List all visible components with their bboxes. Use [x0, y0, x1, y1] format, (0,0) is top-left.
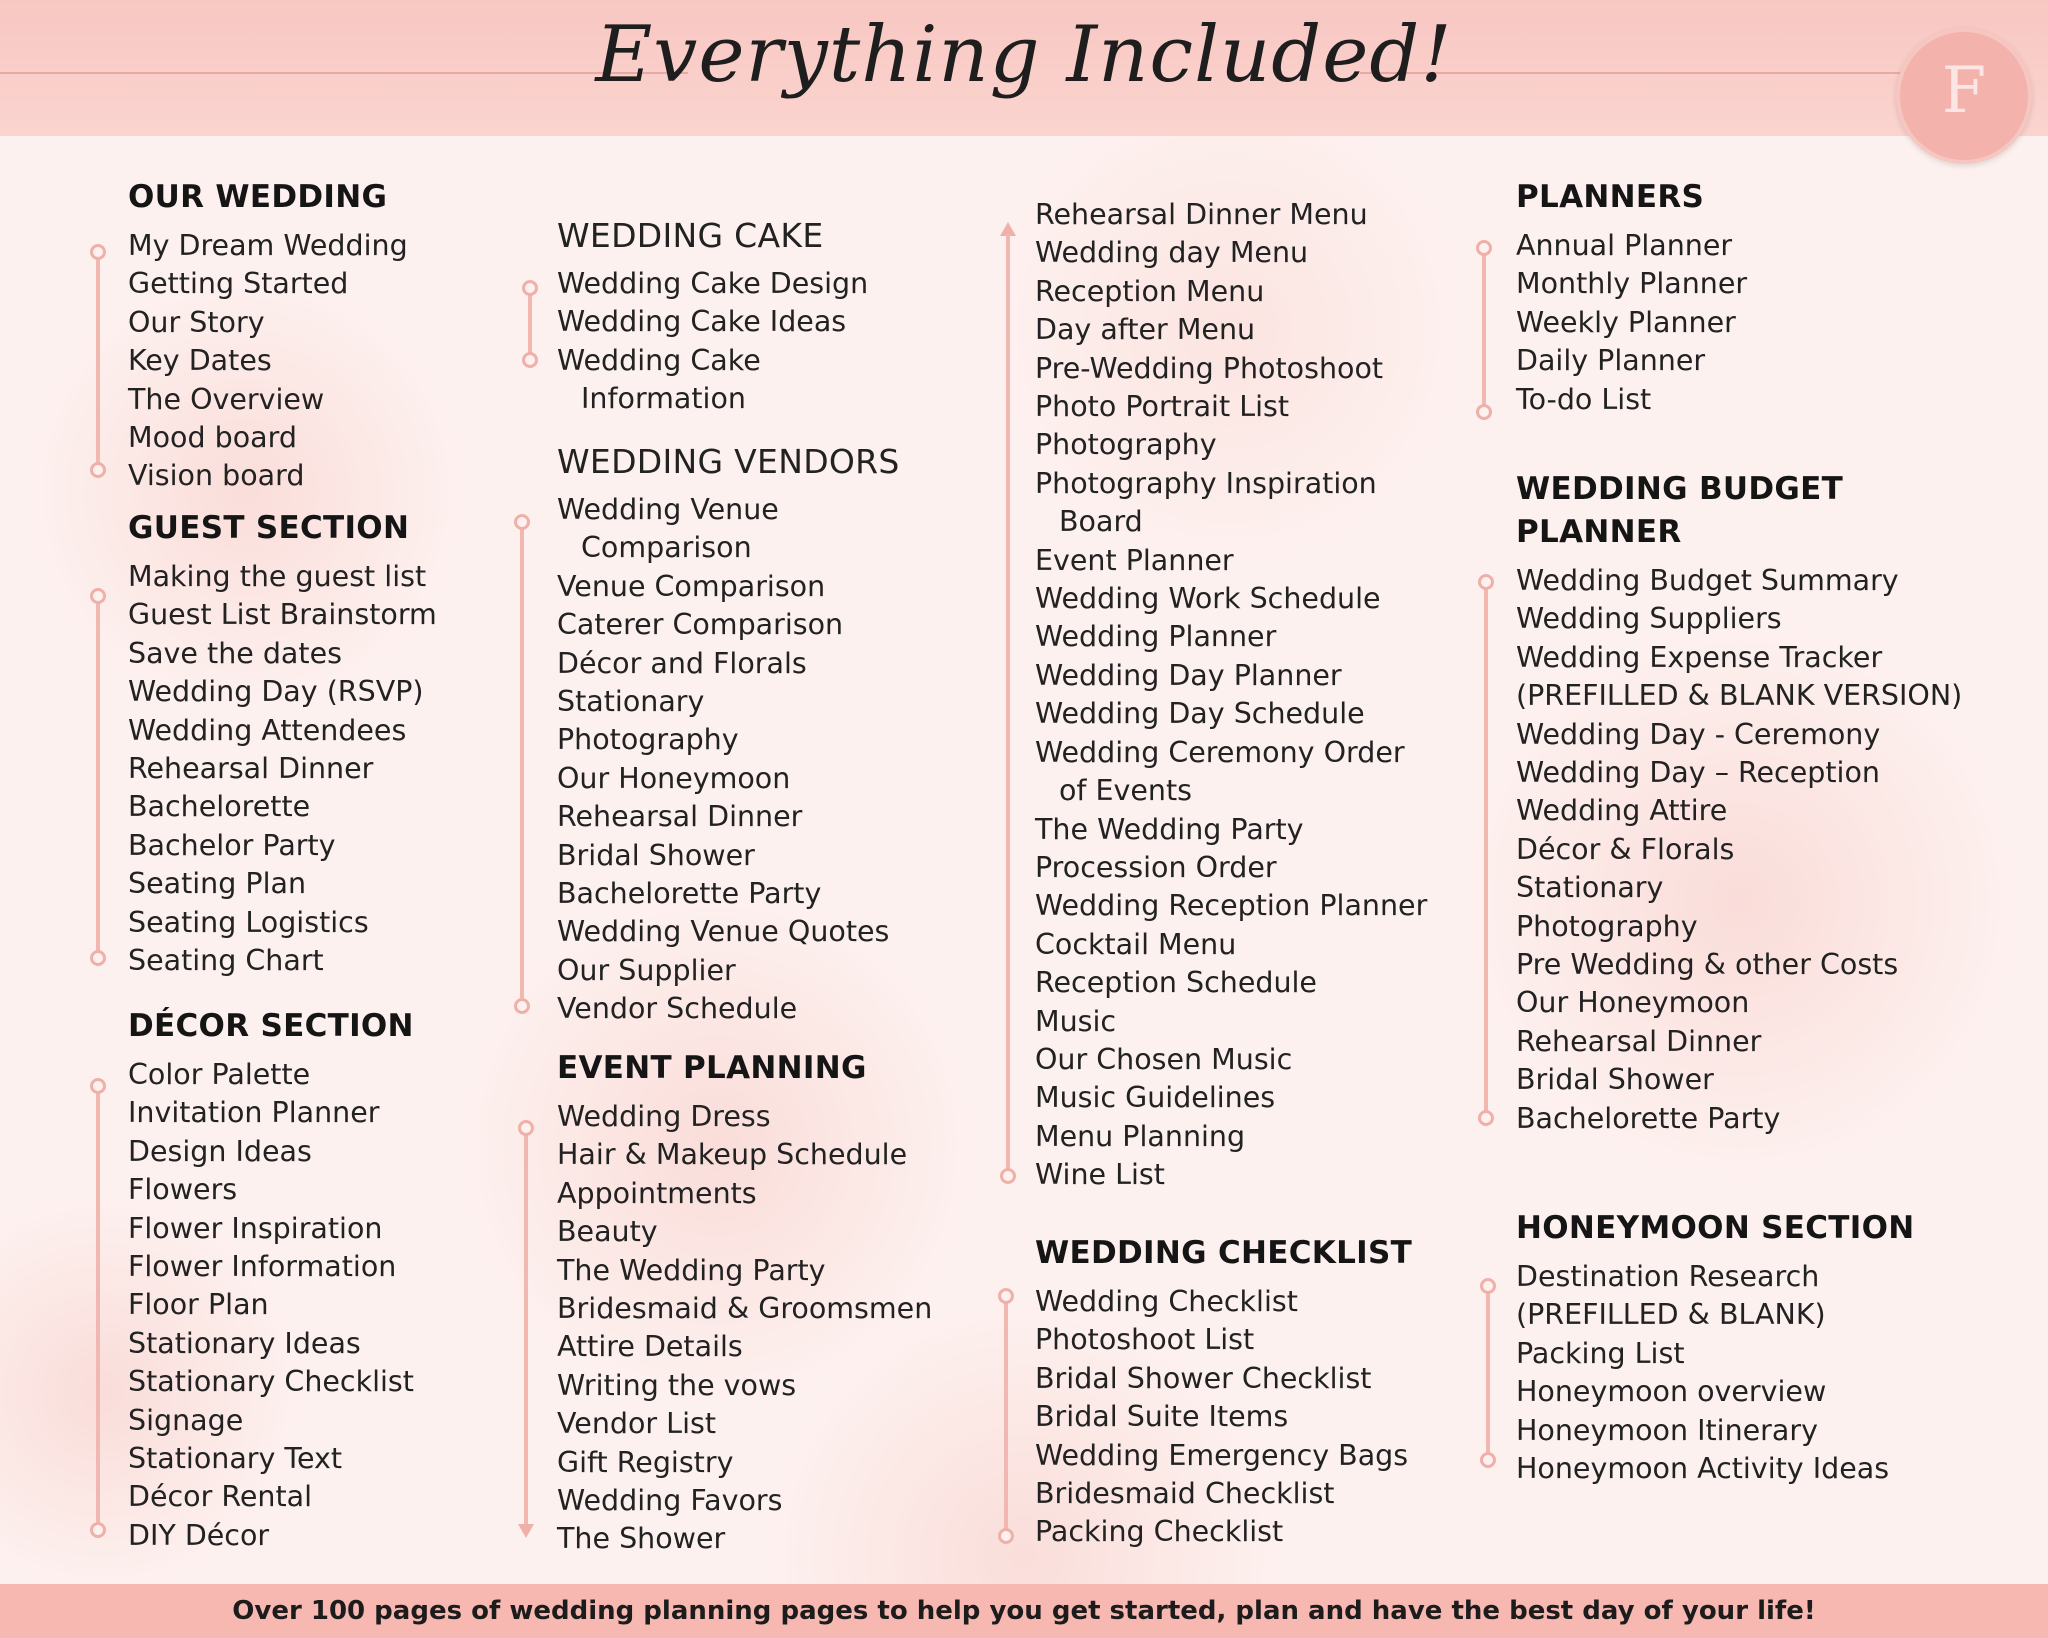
list-item-label: Our Supplier: [557, 953, 736, 987]
list-item: [1035, 1513, 1412, 1551]
timeline-honeymoon: [1480, 1278, 1496, 1468]
item-list: [1035, 196, 1427, 1195]
list-item-label: Stationary: [557, 685, 705, 719]
list-item-label: Décor & Florals: [1516, 832, 1735, 866]
list-item-label: Wedding Day (RSVP): [128, 675, 424, 709]
list-item: [1035, 580, 1427, 618]
list-item-label: Wedding Day Schedule: [1035, 697, 1365, 731]
timeline-event-planning: [518, 1120, 534, 1540]
timeline-decor: [90, 1078, 106, 1540]
list-item-label: Wedding Suppliers: [1516, 602, 1782, 636]
list-item: [557, 1405, 932, 1443]
list-item-label: Photography: [1035, 428, 1217, 462]
list-item-label: Weekly Planner: [1516, 305, 1736, 339]
list-item-label: Hair & Makeup Schedule: [557, 1138, 908, 1172]
list-item-label: Wedding Day – Reception: [1516, 756, 1880, 790]
list-item-label: Wedding day Menu: [1035, 236, 1309, 270]
list-item-label: Writing the vows: [557, 1368, 797, 1402]
list-item: [1035, 1398, 1412, 1436]
list-item-label: Signage: [128, 1403, 244, 1437]
list-item-label: Mood board: [128, 421, 297, 455]
list-item: [128, 1517, 414, 1555]
list-item-label: Flower Inspiration: [128, 1211, 383, 1245]
list-item: [557, 303, 868, 341]
list-item-label: Rehearsal Dinner: [128, 752, 374, 786]
list-item: [557, 1213, 932, 1251]
section-title: GUEST SECTION: [128, 510, 410, 546]
list-item: [128, 304, 408, 342]
list-item-label: Day after Menu: [1035, 313, 1256, 347]
list-item: [128, 1402, 414, 1440]
list-item-label: Getting Started: [128, 267, 349, 301]
section-guest: [128, 507, 437, 980]
list-item: [128, 1094, 414, 1132]
list-item: [557, 1328, 932, 1366]
list-item-label: Wedding Expense Tracker: [1516, 640, 1883, 674]
list-item-label: Design Ideas: [128, 1134, 312, 1168]
footer-tagline: Over 100 pages of wedding planning pages to help you get started, plan and have the best day of your life!: [232, 1596, 1816, 1626]
list-item-label: Wedding Work Schedule: [1035, 582, 1381, 616]
list-item: [1516, 600, 1962, 638]
list-item: [557, 1367, 932, 1405]
list-item: [557, 491, 900, 529]
list-item: [557, 1136, 932, 1174]
list-item-label: Wedding Reception Planner: [1035, 889, 1428, 923]
section-our-wedding: [128, 176, 408, 496]
list-item: [128, 1286, 414, 1324]
list-item-label: Wedding Venue: [557, 493, 779, 526]
brand-logo: [1896, 28, 2032, 164]
list-item: [1516, 792, 1962, 830]
section-title: DÉCOR SECTION: [128, 1008, 414, 1044]
list-item: [1035, 311, 1427, 349]
item-list: [1516, 227, 1747, 419]
list-item-label: Save the dates: [128, 636, 342, 670]
list-item: [557, 952, 900, 990]
list-item: [1516, 639, 1962, 677]
list-item: [557, 875, 900, 913]
list-item-label: (PREFILLED & BLANK): [1516, 1298, 1826, 1332]
list-item-label: The Shower: [557, 1522, 726, 1556]
list-item-label: Pre-Wedding Photoshoot: [1035, 351, 1384, 385]
list-item: [1035, 849, 1427, 887]
list-item: [128, 1133, 414, 1171]
list-item-label: Honeymoon Activity Ideas: [1516, 1452, 1890, 1486]
list-item: [1035, 1437, 1412, 1475]
list-item-label: Décor Rental: [128, 1480, 313, 1514]
list-item-label: Rehearsal Dinner Menu: [1035, 198, 1368, 231]
timeline-wedding-vendors: [514, 514, 530, 1006]
list-item: [128, 419, 408, 457]
section-title-line2: PLANNER: [1516, 514, 1682, 550]
list-item-label: Wine List: [1035, 1158, 1165, 1192]
item-list: [557, 265, 868, 419]
list-item-label: Menu Planning: [1035, 1119, 1246, 1153]
list-item-label: Making the guest list: [128, 560, 427, 593]
section-event-planning: [557, 1047, 932, 1559]
list-item: [128, 1210, 414, 1248]
list-item: [128, 788, 437, 826]
list-item: [1516, 984, 1962, 1022]
list-item-label: DIY Décor: [128, 1518, 270, 1552]
list-item-label: Our Honeymoon: [1516, 986, 1750, 1020]
list-item: [1516, 677, 1962, 715]
list-item: [557, 1482, 932, 1520]
section-title: PLANNERS: [1516, 179, 1705, 215]
list-item-label: Rehearsal Dinner: [1516, 1024, 1762, 1058]
list-item: [1035, 1360, 1412, 1398]
list-item: [1516, 562, 1962, 600]
list-item-label: Color Palette: [128, 1058, 311, 1091]
list-item: [128, 1478, 414, 1516]
list-item-label: Annual Planner: [1516, 229, 1733, 262]
list-item: [128, 712, 437, 750]
list-item: [128, 673, 437, 711]
item-list: [1516, 1258, 1915, 1488]
list-item: [1516, 1450, 1915, 1488]
list-item-label: Procession Order: [1035, 850, 1277, 884]
list-item-label: Wedding Attire: [1516, 794, 1728, 828]
list-item-label: Our Honeymoon: [557, 761, 791, 795]
list-item-label: Information: [581, 382, 746, 416]
list-item: [557, 1520, 932, 1558]
list-item: [1035, 465, 1427, 503]
list-item-label: Caterer Comparison: [557, 608, 844, 642]
list-item: [557, 568, 900, 606]
list-item-label: Cocktail Menu: [1035, 927, 1237, 961]
list-item-label: Photography: [1516, 909, 1698, 943]
list-item: [1516, 754, 1962, 792]
list-item-label: Our Chosen Music: [1035, 1042, 1293, 1076]
list-item-label: Bridesmaid Checklist: [1035, 1477, 1335, 1511]
section-title: WEDDING CAKE: [557, 216, 824, 255]
list-item: [128, 750, 437, 788]
list-item: [1035, 695, 1427, 733]
list-item: [1035, 350, 1427, 388]
list-item: [128, 1056, 414, 1094]
list-item: [128, 1248, 414, 1286]
list-item: [128, 904, 437, 942]
list-item: [557, 1098, 932, 1136]
list-item: [1516, 1023, 1962, 1061]
list-item: [1516, 304, 1747, 342]
list-item: [1516, 1412, 1915, 1450]
list-item-label: Wedding Dress: [557, 1100, 771, 1133]
list-item-label: Wedding Ceremony Order: [1035, 735, 1405, 769]
list-item: [1035, 657, 1427, 695]
list-item-label: Wedding Checklist: [1035, 1285, 1298, 1318]
list-item-label: Floor Plan: [128, 1288, 269, 1322]
list-item-label: Monthly Planner: [1516, 267, 1748, 301]
list-item-label: Wedding Emergency Bags: [1035, 1438, 1409, 1472]
list-item: [1035, 1041, 1427, 1079]
item-list: [557, 491, 900, 1029]
list-item-label: Venue Comparison: [557, 569, 826, 603]
page-title: Everything Included!: [595, 10, 1453, 100]
list-item: [128, 827, 437, 865]
list-item: [1516, 227, 1747, 265]
list-item-label: Seating Chart: [128, 944, 324, 978]
list-item: [1035, 1283, 1412, 1321]
section-wedding-vendors: [557, 440, 900, 1029]
list-item-label: Wedding Planner: [1035, 620, 1277, 654]
list-item-label: Stationary: [1516, 871, 1664, 905]
list-item-label: Guest List Brainstorm: [128, 598, 437, 632]
list-item: [1035, 426, 1427, 464]
list-item: [128, 942, 437, 980]
list-item-label: Vision board: [128, 459, 305, 493]
list-item: [557, 529, 900, 567]
list-item: [128, 381, 408, 419]
list-item: [1516, 265, 1747, 303]
timeline-column3: [1000, 228, 1016, 1190]
list-item-label: Wedding Budget Summary: [1516, 564, 1899, 597]
list-item-label: Wedding Attendees: [128, 713, 407, 747]
list-item-label: Beauty: [557, 1215, 658, 1249]
section-wedding-checklist: [1035, 1232, 1412, 1552]
list-item-label: Attire Details: [557, 1330, 743, 1364]
list-item-label: Wedding Day Planner: [1035, 658, 1342, 692]
list-item-label: Board: [1059, 505, 1143, 539]
list-item: [1035, 1118, 1427, 1156]
section-title: OUR WEDDING: [128, 179, 388, 215]
timeline-guest: [90, 588, 106, 968]
list-item: [1035, 734, 1427, 772]
list-item: [1516, 1061, 1962, 1099]
list-item: [1516, 381, 1747, 419]
list-item-label: The Overview: [128, 382, 325, 416]
list-item: [557, 342, 868, 380]
timeline-wedding-checklist: [998, 1288, 1014, 1548]
list-item: [557, 606, 900, 644]
list-item-label: Photography Inspiration: [1035, 466, 1377, 500]
list-item-label: Reception Menu: [1035, 274, 1265, 308]
list-item-label: Bridal Shower Checklist: [1035, 1361, 1372, 1395]
section-decor: [128, 1005, 414, 1555]
section-title: EVENT PLANNING: [557, 1050, 867, 1086]
list-item: [557, 645, 900, 683]
timeline-our-wedding: [90, 244, 106, 476]
list-item-label: Bachelorette Party: [1516, 1101, 1781, 1135]
list-item-label: Bachelor Party: [128, 828, 336, 862]
list-item-label: Bridal Suite Items: [1035, 1400, 1289, 1434]
list-item: [1516, 908, 1962, 946]
list-item-label: Packing Checklist: [1035, 1515, 1284, 1549]
list-item-label: Photo Portrait List: [1035, 390, 1290, 424]
list-item-label: Our Story: [128, 305, 265, 339]
list-item-label: Wedding Day - Ceremony: [1516, 717, 1881, 751]
list-item: [1516, 1373, 1915, 1411]
list-item: [128, 1363, 414, 1401]
list-item: [557, 1444, 932, 1482]
list-item: [1035, 1003, 1427, 1041]
list-item-label: Pre Wedding & other Costs: [1516, 948, 1899, 982]
list-item-label: Bridal Shower: [1516, 1063, 1714, 1097]
list-item: [128, 635, 437, 673]
list-item-label: Honeymoon overview: [1516, 1375, 1827, 1409]
section-wedding-cake: [557, 214, 868, 419]
list-item-label: Bachelorette Party: [557, 877, 822, 911]
list-item: [1035, 542, 1427, 580]
list-item-label: The Wedding Party: [557, 1253, 826, 1287]
list-item-label: Seating Logistics: [128, 905, 369, 939]
list-item: [1035, 1321, 1412, 1359]
list-item-label: Wedding Cake Ideas: [557, 305, 847, 339]
list-item-label: Packing List: [1516, 1336, 1685, 1370]
list-item: [1035, 618, 1427, 656]
list-item-label: Décor and Florals: [557, 646, 807, 680]
list-item: [557, 1290, 932, 1328]
section-honeymoon: [1516, 1207, 1915, 1488]
list-item: [1516, 1100, 1962, 1138]
list-item-label: of Events: [1059, 774, 1193, 808]
list-item: [1035, 1156, 1427, 1194]
list-item-label: Flower Information: [128, 1250, 397, 1284]
list-item: [1035, 1079, 1427, 1117]
list-item: [128, 1171, 414, 1209]
list-item: [128, 558, 437, 596]
list-item: [128, 265, 408, 303]
list-item-label: The Wedding Party: [1035, 812, 1304, 846]
list-item-label: Gift Registry: [557, 1445, 734, 1479]
list-item: [128, 1325, 414, 1363]
list-item-label: Wedding Cake: [557, 343, 761, 377]
list-item-label: Event Planner: [1035, 543, 1234, 577]
list-item: [1035, 811, 1427, 849]
list-item-label: Wedding Favors: [557, 1484, 783, 1518]
list-item-label: Appointments: [557, 1176, 757, 1210]
list-item-label: Bridal Shower: [557, 838, 755, 872]
item-list: [128, 227, 408, 496]
list-item: [128, 457, 408, 495]
list-item-label: Stationary Text: [128, 1442, 343, 1476]
list-item-label: Honeymoon Itinerary: [1516, 1413, 1818, 1447]
list-item: [1516, 831, 1962, 869]
list-item: [1035, 196, 1427, 234]
list-item-label: Daily Planner: [1516, 344, 1706, 378]
list-item-label: Stationary Checklist: [128, 1365, 414, 1399]
list-item-label: Bachelorette: [128, 790, 311, 824]
list-item: [1035, 234, 1427, 272]
list-item: [1516, 1258, 1915, 1296]
list-item-label: Invitation Planner: [128, 1096, 380, 1130]
list-item: [1516, 1335, 1915, 1373]
list-item: [1516, 716, 1962, 754]
list-item-label: Destination Research: [1516, 1260, 1820, 1293]
item-list: [1516, 562, 1962, 1138]
list-item: [1035, 1475, 1412, 1513]
list-item-label: Vendor List: [557, 1407, 717, 1441]
list-item-label: Rehearsal Dinner: [557, 800, 803, 834]
list-item: [557, 913, 900, 951]
list-item: [1516, 946, 1962, 984]
section-title-line1: WEDDING BUDGET: [1516, 471, 1844, 507]
list-item: [557, 683, 900, 721]
list-item-label: Bridesmaid & Groomsmen: [557, 1292, 933, 1326]
section-menus-and-planning: [1035, 196, 1427, 1195]
list-item-label: Reception Schedule: [1035, 966, 1317, 1000]
list-item: [557, 798, 900, 836]
list-item-label: Photoshoot List: [1035, 1323, 1255, 1357]
item-list: [557, 1098, 932, 1559]
list-item: [128, 865, 437, 903]
list-item: [128, 227, 408, 265]
brand-logo-letter: F: [1941, 54, 1987, 128]
list-item-label: Comparison: [581, 531, 752, 565]
timeline-wedding-budget: [1478, 574, 1494, 1126]
list-item: [557, 990, 900, 1028]
list-item: [557, 760, 900, 798]
list-item: [557, 1252, 932, 1290]
list-item-label: Stationary Ideas: [128, 1326, 361, 1360]
list-item-label: Seating Plan: [128, 867, 307, 901]
section-title: WEDDING CHECKLIST: [1035, 1235, 1413, 1271]
list-item-label: Music: [1035, 1004, 1117, 1038]
list-item: [557, 837, 900, 875]
item-list: [1035, 1283, 1412, 1552]
list-item-label: Wedding Venue Quotes: [557, 915, 890, 949]
list-item: [1516, 869, 1962, 907]
list-item: [128, 342, 408, 380]
timeline-wedding-cake: [522, 280, 538, 368]
list-item-label: Key Dates: [128, 344, 272, 378]
section-wedding-budget: [1516, 468, 1962, 1138]
list-item: [557, 721, 900, 759]
list-item-label: Photography: [557, 723, 739, 757]
list-item: [1516, 1296, 1915, 1334]
list-item-label: To-do List: [1516, 382, 1652, 416]
list-item: [557, 380, 868, 418]
list-item: [1035, 772, 1427, 810]
list-item-label: Vendor Schedule: [557, 992, 798, 1026]
item-list: [128, 1056, 414, 1555]
list-item-label: (PREFILLED & BLANK VERSION): [1516, 679, 1963, 713]
list-item: [1035, 273, 1427, 311]
section-title: HONEYMOON SECTION: [1516, 1210, 1915, 1246]
list-item-label: My Dream Wedding: [128, 229, 408, 262]
list-item: [557, 1175, 932, 1213]
list-item: [1035, 964, 1427, 1002]
list-item-label: Wedding Cake Design: [557, 267, 869, 300]
list-item: [128, 596, 437, 634]
section-title: WEDDING VENDORS: [557, 442, 900, 481]
list-item: [1035, 388, 1427, 426]
footer-band: [0, 1584, 2048, 1638]
list-item: [128, 1440, 414, 1478]
timeline-planners: [1476, 240, 1492, 420]
list-item: [1035, 926, 1427, 964]
section-planners: [1516, 176, 1747, 419]
list-item: [1035, 503, 1427, 541]
list-item-label: Music Guidelines: [1035, 1081, 1276, 1115]
list-item: [1035, 887, 1427, 925]
list-item-label: Flowers: [128, 1173, 238, 1207]
list-item: [557, 265, 868, 303]
list-item: [1516, 342, 1747, 380]
item-list: [128, 558, 437, 980]
